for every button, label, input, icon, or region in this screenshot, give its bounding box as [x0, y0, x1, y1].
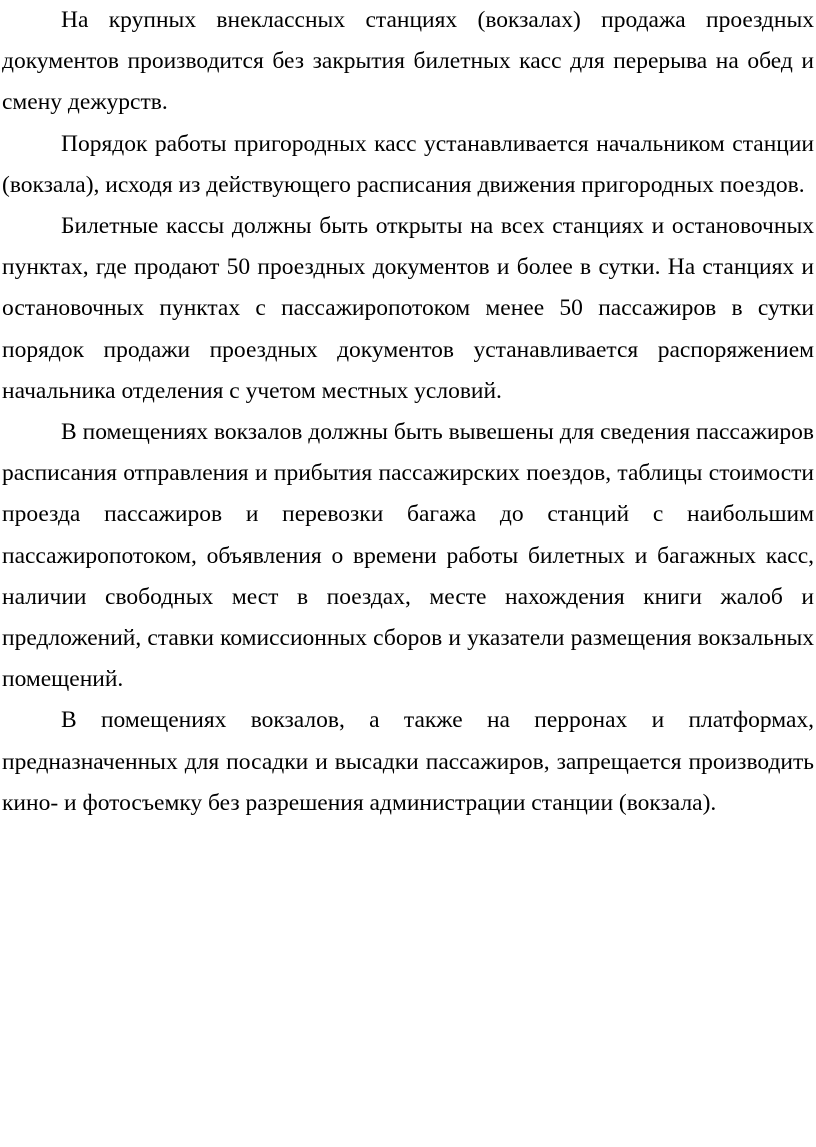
paragraph-4: В помещениях вокзалов должны быть вывешены для сведения пассажиров расписания отправления и прибытия пассажирских поездов, таблицы стоимости проезда пассажиров и перевозки багажа до станций с наибольшим пассажиропотоком, объявления о времени работы билетных и багажных касс, наличии свободных мест в поездах, месте нахождения книги жалоб и предложений, ставки комиссионных сборов и указатели размещения вокзальных помещений.	[2, 419, 814, 693]
paragraph-1: На крупных внеклассных станциях (вокзалах) продажа проездных документов производится без закрытия билетных касс для перерыва на обед и смену дежурств.	[2, 7, 814, 116]
paragraph-2: Порядок работы пригородных касс устанавливается начальником станции (вокзала), исходя из действующего расписания движения пригородных поездов.	[2, 130, 814, 198]
paragraph-3: Билетные кассы должны быть открыты на всех станциях и остановочных пунктах, где продают 50 проездных документов и более в сутки. На станциях и остановочных пунктах с пассажиропотоком менее 50 пассажиров в сутки порядок продажи проездных документов устанавливается распоряжением начальника отделения с учетом местных условий.	[2, 213, 814, 404]
paragraph-5: В помещениях вокзалов, а также на перронах и платформах, предназначенных для посадки и высадки пассажиров, запрещается производить кино- и фотосъемку без разрешения администрации станции (вокзала).	[2, 707, 814, 816]
document-body	[2, 0, 814, 824]
